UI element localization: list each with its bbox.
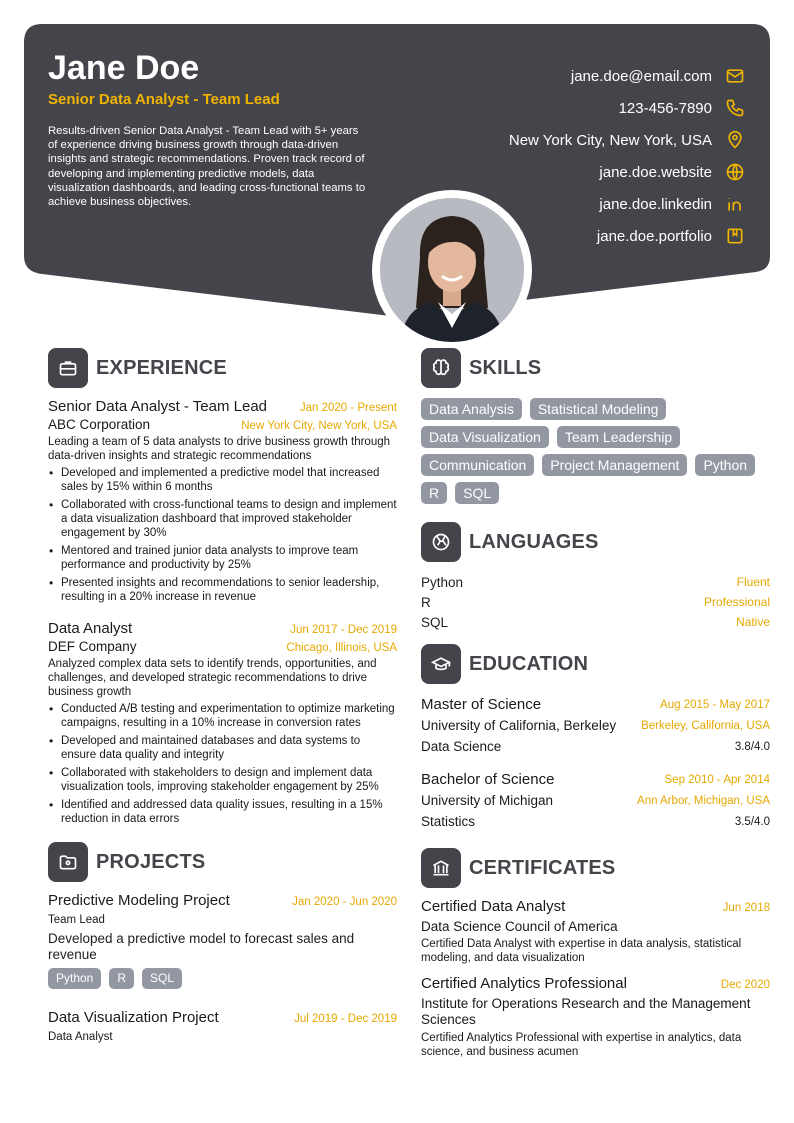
certificate-name: Certified Analytics Professional bbox=[421, 975, 627, 992]
job-dates: Jun 2017 - Dec 2019 bbox=[290, 624, 397, 636]
project-role: Data Analyst bbox=[48, 1031, 113, 1043]
profile-summary: Results-driven Senior Data Analyst - Team Lead with 5+ years of experience driving business growth through data-driven insights and strategic recommendations. Proven track record of developing and implementing predictive models, data visualization dashboards, and leading cross-functional teams to achieve business objectives. bbox=[48, 125, 366, 209]
job-headline: Senior Data Analyst - Team Lead bbox=[48, 91, 280, 108]
education-dates: Aug 2015 - May 2017 bbox=[660, 698, 770, 711]
education-title: EDUCATION bbox=[469, 652, 589, 675]
language-icon bbox=[421, 522, 461, 562]
project-item bbox=[48, 892, 397, 989]
mail-icon bbox=[724, 65, 746, 87]
education-dates: Sep 2010 - Apr 2014 bbox=[664, 773, 770, 786]
certificate-item bbox=[421, 898, 770, 965]
skill-tag: Project Management bbox=[542, 454, 687, 476]
job-bullet: • Collaborated with stakeholders to design and implement data visualization tools, improving stakeholder engagement by 25% bbox=[48, 766, 397, 794]
projects-title: PROJECTS bbox=[96, 850, 206, 873]
project-tag: R bbox=[109, 968, 134, 989]
skill-tag: Communication bbox=[421, 454, 534, 476]
skills-tags bbox=[421, 398, 770, 510]
job-role: Senior Data Analyst - Team Lead bbox=[48, 398, 268, 415]
certificate-issuer: Institute for Operations Research and the Management Sciences bbox=[421, 996, 751, 1027]
skill-tag: Data Visualization bbox=[421, 426, 549, 448]
profile-photo-frame bbox=[372, 190, 532, 350]
school: University of Michigan bbox=[421, 793, 554, 808]
gpa: 3.5/4.0 bbox=[734, 815, 770, 828]
briefcase-icon bbox=[48, 348, 88, 388]
contact-portfolio[interactable] bbox=[509, 220, 746, 252]
project-name: Data Visualization Project bbox=[48, 1009, 219, 1026]
job-bullet: • Developed and implemented a predictive model that increased sales by 15% within 6 months bbox=[48, 466, 397, 494]
field-of-study: Data Science bbox=[421, 739, 502, 754]
language-name: SQL bbox=[421, 614, 449, 630]
folder-icon bbox=[48, 842, 88, 882]
experience-header bbox=[48, 348, 397, 388]
job-company: DEF Company bbox=[48, 639, 137, 654]
school: University of California, Berkeley bbox=[421, 718, 617, 733]
contact-phone-text[interactable]: 123-456-7890 bbox=[618, 99, 712, 117]
school-location: Ann Arbor, Michigan, USA bbox=[637, 794, 770, 807]
language-name: R bbox=[421, 594, 431, 610]
project-tag: SQL bbox=[142, 968, 182, 989]
languages-list bbox=[421, 572, 770, 632]
languages-header bbox=[421, 522, 770, 562]
institution-icon bbox=[421, 848, 461, 888]
school-location: Berkeley, California, USA bbox=[641, 719, 770, 732]
certificate-description: Certified Data Analyst with expertise in data analysis, statistical modeling, and data visualization bbox=[421, 938, 742, 964]
language-name: Python bbox=[421, 574, 464, 590]
brain-icon bbox=[421, 348, 461, 388]
contact-website[interactable] bbox=[509, 156, 746, 188]
job-bullet: • Conducted A/B testing and experimentation to optimize marketing campaigns, resulting in a 10% increase in conversion rates bbox=[48, 702, 397, 730]
language-level: Professional bbox=[703, 595, 770, 609]
phone-icon bbox=[724, 97, 746, 119]
certificate-description: Certified Analytics Professional with expertise in analytics, data science, and business acumen bbox=[421, 1032, 742, 1058]
job-location: Chicago, Illinois, USA bbox=[286, 642, 397, 654]
certificate-item bbox=[421, 975, 770, 1059]
gpa: 3.8/4.0 bbox=[734, 740, 770, 753]
project-description: Developed a predictive model to forecast sales and revenue bbox=[48, 931, 355, 962]
certificates-header bbox=[421, 848, 770, 888]
languages-title: LANGUAGES bbox=[469, 530, 599, 553]
language-level: Native bbox=[735, 615, 770, 629]
experience-item bbox=[48, 620, 397, 826]
certificate-date: Jun 2018 bbox=[722, 902, 770, 914]
skill-tag: SQL bbox=[455, 482, 499, 504]
job-location: New York City, New York, USA bbox=[241, 420, 397, 432]
skill-tag: Python bbox=[695, 454, 755, 476]
language-row bbox=[421, 592, 770, 612]
education-item bbox=[421, 694, 770, 757]
experience-title: EXPERIENCE bbox=[96, 356, 227, 379]
field-of-study: Statistics bbox=[421, 814, 476, 829]
degree: Bachelor of Science bbox=[421, 771, 555, 788]
person-name: Jane Doe bbox=[48, 49, 200, 87]
certificate-date: Dec 2020 bbox=[720, 979, 770, 991]
skills-header bbox=[421, 348, 770, 388]
job-bullets bbox=[48, 466, 397, 604]
projects-header bbox=[48, 842, 397, 882]
skills-title: SKILLS bbox=[469, 356, 542, 379]
job-bullet: • Collaborated with cross-functional teams to design and implement a data visualization dashboard that improved stakeholder engagement by 30% bbox=[48, 498, 397, 540]
job-dates: Jan 2020 - Present bbox=[299, 402, 397, 414]
skill-tag: Team Leadership bbox=[557, 426, 680, 448]
contact-list bbox=[509, 60, 746, 252]
contact-linkedin-text[interactable]: jane.doe.linkedin bbox=[599, 195, 712, 213]
project-item bbox=[48, 1009, 397, 1044]
project-dates: Jan 2020 - Jun 2020 bbox=[292, 896, 397, 908]
graduation-cap-icon bbox=[421, 644, 461, 684]
linkedin-icon bbox=[724, 193, 746, 215]
location-pin-icon bbox=[724, 129, 746, 151]
degree: Master of Science bbox=[421, 696, 542, 713]
experience-item bbox=[48, 398, 397, 604]
job-bullet: • Presented insights and recommendations to senior leadership, resulting in a 20% increase in revenue bbox=[48, 576, 397, 604]
job-summary: Analyzed complex data sets to identify trends, opportunities, and challenges, and developed strategic recommendations to drive business growth bbox=[48, 658, 377, 698]
profile-photo bbox=[380, 198, 524, 342]
skill-tag: Data Analysis bbox=[421, 398, 522, 420]
project-dates: Jul 2019 - Dec 2019 bbox=[294, 1013, 397, 1025]
skill-tag: Statistical Modeling bbox=[530, 398, 667, 420]
job-bullet: • Identified and addressed data quality issues, resulting in a 15% reduction in data errors bbox=[48, 798, 397, 826]
contact-location-text: New York City, New York, USA bbox=[508, 131, 712, 149]
bookmark-icon bbox=[724, 225, 746, 247]
project-role: Team Lead bbox=[48, 914, 105, 926]
contact-portfolio-text[interactable]: jane.doe.portfolio bbox=[596, 227, 712, 245]
contact-email-text[interactable]: jane.doe@email.com bbox=[570, 67, 712, 85]
project-tags bbox=[48, 968, 397, 989]
job-company: ABC Corporation bbox=[48, 417, 151, 432]
project-tag: Python bbox=[48, 968, 101, 989]
contact-location bbox=[509, 124, 746, 156]
job-bullet: • Mentored and trained junior data analysts to improve team performance and productivity by 25% bbox=[48, 544, 397, 572]
certificate-issuer: Data Science Council of America bbox=[421, 919, 618, 934]
skill-tag: R bbox=[421, 482, 447, 504]
globe-icon bbox=[724, 161, 746, 183]
education-header bbox=[421, 644, 770, 684]
contact-linkedin[interactable] bbox=[509, 188, 746, 220]
left-column bbox=[48, 348, 397, 1044]
language-level: Fluent bbox=[736, 575, 770, 589]
contact-website-text[interactable]: jane.doe.website bbox=[599, 163, 712, 181]
job-role: Data Analyst bbox=[48, 620, 133, 637]
project-name: Predictive Modeling Project bbox=[48, 892, 230, 909]
language-row bbox=[421, 612, 770, 632]
job-summary: Leading a team of 5 data analysts to drive business growth through data-driven insights and strategic recommendations bbox=[48, 436, 391, 462]
language-row bbox=[421, 572, 770, 592]
right-column bbox=[421, 348, 770, 1069]
contact-email[interactable] bbox=[509, 60, 746, 92]
job-bullet: • Developed and maintained databases and data systems to ensure data quality and integrity bbox=[48, 734, 397, 762]
education-item bbox=[421, 769, 770, 832]
contact-phone[interactable] bbox=[509, 92, 746, 124]
certificate-name: Certified Data Analyst bbox=[421, 898, 566, 915]
job-bullets bbox=[48, 702, 397, 826]
certificates-title: CERTIFICATES bbox=[469, 856, 616, 879]
